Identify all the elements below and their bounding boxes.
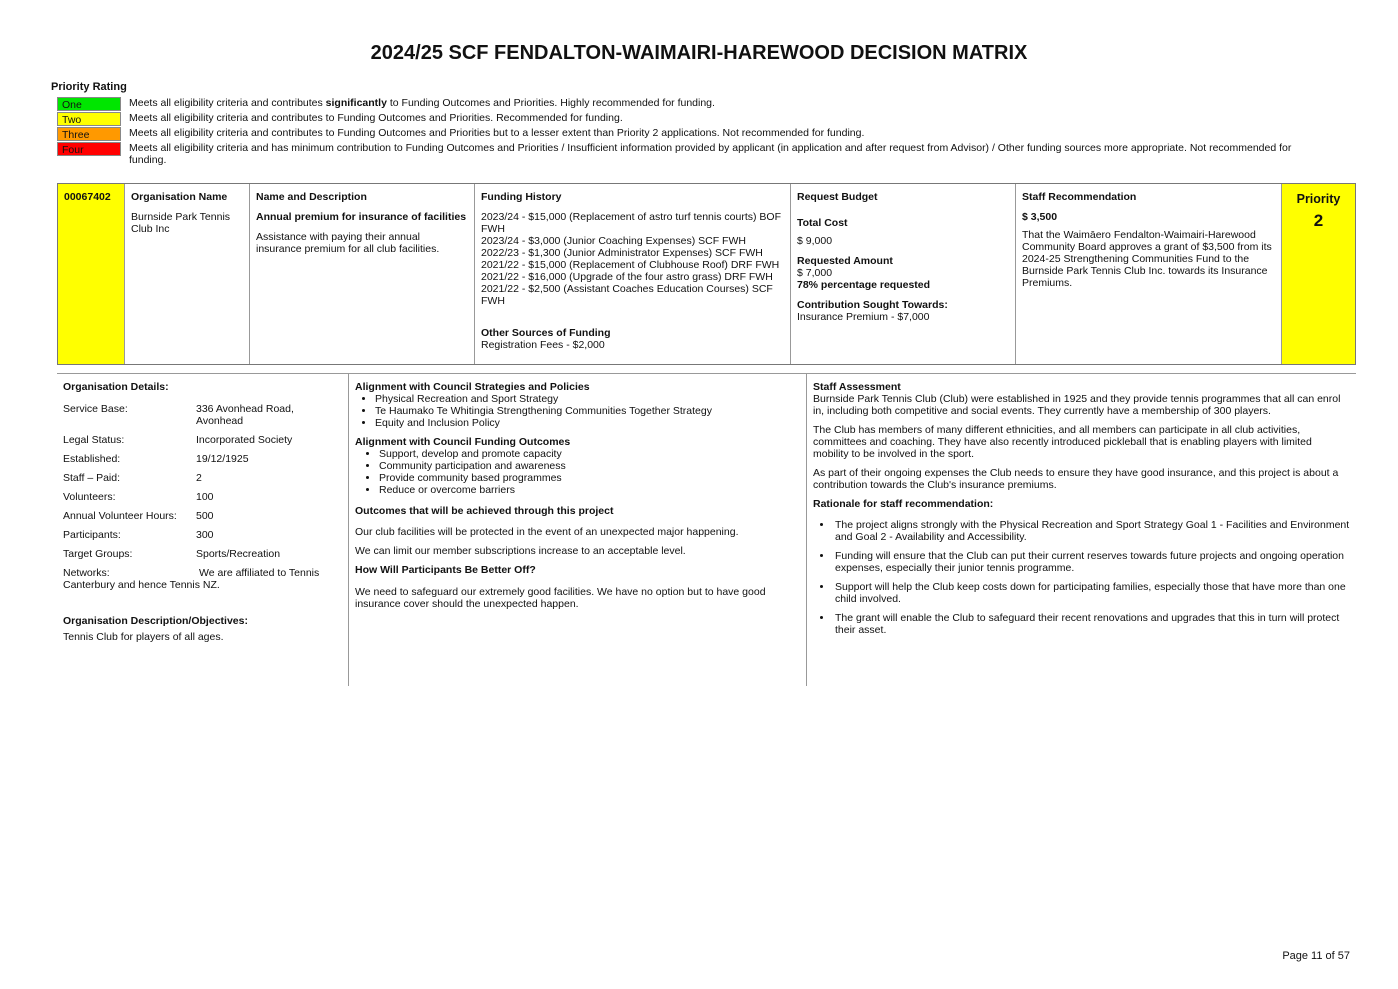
organisation-name-cell: [125, 184, 250, 364]
detail-value: 19/12/1925: [196, 453, 249, 465]
funding-outcome-item: • Community participation and awareness: [379, 460, 800, 472]
funding-history-cell: [475, 184, 791, 364]
funding-outcomes-header: Alignment with Council Funding Outcomes: [355, 436, 571, 448]
percentage-requested: 78% percentage requested: [797, 279, 931, 291]
legend-text-two: Meets all eligibility criteria and contributes to Funding Outcomes and Priorities. Recommended for funding.: [129, 112, 623, 124]
legend-text-bold: significantly: [325, 97, 387, 109]
rationale-item: • The project aligns strongly with the Physical Recreation and Sport Strategy Goal 1 - Facilities and Environment and Goal 2 - Availability and Accessibility.: [833, 519, 1350, 543]
detail-row: [63, 472, 342, 484]
rationale-list: [813, 519, 1350, 636]
detail-label: Legal Status:: [63, 434, 125, 446]
priority-rating-label: Priority Rating: [51, 81, 127, 93]
detail-label: Established:: [63, 453, 121, 465]
staff-recommendation-cell: [1016, 184, 1282, 364]
strategies-header: Alignment with Council Strategies and Policies: [355, 381, 590, 393]
funding-outcome-item: • Reduce or overcome barriers: [379, 484, 800, 496]
networks-label: Networks:: [63, 567, 110, 579]
funding-history-item: 2021/22 - $2,500 (Assistant Coaches Education Courses) SCF FWH: [481, 283, 773, 307]
organisation-name: Burnside Park Tennis Club Inc: [131, 211, 231, 235]
project-description: Assistance with paying their annual insurance premium for all club facilities.: [256, 231, 440, 255]
funding-history-header: Funding History: [481, 191, 562, 203]
detail-value: 100: [196, 491, 214, 503]
funding-outcome-item: • Support, develop and promote capacity: [379, 448, 800, 460]
funding-outcome-item: • Provide community based programmes: [379, 472, 800, 484]
project-title: Annual premium for insurance of facilities: [256, 211, 467, 223]
detail-row: [63, 491, 342, 503]
detail-label: Staff – Paid:: [63, 472, 121, 484]
priority-label: Priority: [1296, 192, 1341, 206]
legend-row-one: [57, 97, 1322, 112]
decision-matrix-row: [57, 183, 1356, 365]
detail-row: [63, 548, 342, 560]
detail-row: [63, 434, 342, 446]
page-title: 2024/25 SCF FENDALTON-WAIMAIRI-HAREWOOD DECISION MATRIX: [370, 42, 1028, 64]
staff-recommended-amount: $ 3,500: [1022, 211, 1058, 223]
assessment-paragraph: The Club has members of many different ethnicities, and all members can participate in all club activities, committees and coaching. They have also recently introduced pickleball that is enabling players with limited mobility to be involved in the sport.: [813, 424, 1312, 460]
priority-cell: [1282, 184, 1355, 364]
detail-label: Service Base:: [63, 403, 128, 415]
detail-row: [63, 453, 342, 465]
alignment-column: [348, 374, 806, 686]
detail-value: 500: [196, 510, 214, 522]
staff-recommendation-text: That the Waimāero Fendalton-Waimairi-Harewood Community Board approves a grant of $3,500 from its 2024-25 Strengthening Communities Fund to the Burnside Park Tennis Club Inc. towards its Insurance Premiums.: [1022, 229, 1272, 289]
legend-swatch-three: Three: [57, 127, 121, 141]
legend-swatch-one: One: [57, 97, 121, 111]
description-cell: [250, 184, 475, 364]
application-details: [57, 373, 1356, 686]
priority-legend: [57, 97, 1322, 166]
outcomes-achieved-header: Outcomes that will be achieved through this project: [355, 505, 614, 517]
networks-value: We are affiliated to Tennis Canterbury and hence Tennis NZ.: [63, 567, 320, 591]
rationale-item: • Support will help the Club keep costs down for participating families, especially those that have more than one child involved.: [833, 581, 1350, 605]
rationale-item: • The grant will enable the Club to safeguard their recent renovations and upgrades that this in turn will protect their asset.: [833, 612, 1350, 636]
legend-row-three: [57, 127, 1322, 142]
application-id-cell: [58, 184, 125, 364]
funding-history-item: 2023/24 - $3,000 (Junior Coaching Expenses) SCF FWH: [481, 235, 746, 247]
legend-swatch-two: Two: [57, 112, 121, 126]
contribution-text: Insurance Premium - $7,000: [797, 311, 930, 323]
funding-history-item: 2021/22 - $16,000 (Upgrade of the four astro grass) DRF FWH: [481, 271, 773, 283]
detail-value: Sports/Recreation: [196, 548, 281, 560]
organisation-description-text: Tennis Club for players of all ages.: [63, 631, 224, 643]
participants-better-off-text: We need to safeguard our extremely good facilities. We have no option but to have good insurance cover should the unexpected happen.: [355, 586, 766, 610]
page-number: Page 11 of 57: [1282, 950, 1350, 962]
application-id: 00067402: [64, 191, 111, 203]
request-budget-header: Request Budget: [797, 191, 878, 203]
contribution-label: Contribution Sought Towards:: [797, 299, 948, 311]
requested-amount-label: Requested Amount: [797, 255, 893, 267]
detail-row: [63, 529, 342, 541]
organisation-details-header: Organisation Details:: [63, 381, 169, 393]
organisation-name-header: Organisation Name: [131, 191, 228, 203]
other-sources-text: Registration Fees - $2,000: [481, 339, 605, 351]
staff-recommendation-header: Staff Recommendation: [1022, 191, 1137, 203]
detail-label: Target Groups:: [63, 548, 133, 560]
funding-history-item: 2023/24 - $15,000 (Replacement of astro turf tennis courts) BOF FWH: [481, 211, 781, 235]
detail-value: 336 Avonhead Road, Avonhead: [196, 403, 294, 427]
rationale-header: Rationale for staff recommendation:: [813, 498, 994, 510]
legend-text-one: [121, 97, 715, 109]
networks-row: [63, 567, 342, 591]
strategy-item: • Equity and Inclusion Policy: [375, 417, 800, 429]
funding-outcomes-list: [355, 448, 800, 496]
legend-swatch-four: Four: [57, 142, 121, 156]
participants-better-off-header: How Will Participants Be Better Off?: [355, 564, 536, 576]
priority-value: 2: [1313, 211, 1324, 230]
legend-text-three: Meets all eligibility criteria and contributes to Funding Outcomes and Priorities but to a lesser extent than Priority 2 applications. Not recommended for funding.: [129, 127, 865, 139]
total-cost-value: $ 9,000: [797, 235, 833, 247]
requested-amount-value: $ 7,000: [797, 267, 833, 279]
assessment-paragraph: Burnside Park Tennis Club (Club) were established in 1925 and they provide tennis programmes that all can enrol in, including both competitive and social events. They currently have a membership of 300 players.: [813, 393, 1341, 417]
rationale-item: • Funding will ensure that the Club can put their current reserves towards future projects and ongoing operation expenses, especially their junior tennis programme.: [833, 550, 1350, 574]
legend-text-four: Meets all eligibility criteria and has minimum contribution to Funding Outcomes and Priorities / Insufficient information provided by applicant (in application and after request from Advisor) / Other funding sources more appropriate. Not recommended for funding.: [129, 142, 1292, 166]
strategies-list: [355, 393, 800, 429]
detail-row: [63, 403, 342, 427]
legend-row-two: [57, 112, 1322, 127]
detail-value: 300: [196, 529, 214, 541]
total-cost-label: Total Cost: [797, 217, 848, 229]
organisation-details-column: [57, 374, 348, 686]
other-sources-header: Other Sources of Funding: [481, 327, 611, 339]
strategy-item: • Te Haumako Te Whitingia Strengthening Communities Together Strategy: [375, 405, 800, 417]
detail-label: Volunteers:: [63, 491, 116, 503]
legend-text-part: to Funding Outcomes and Priorities. Highly recommended for funding.: [386, 97, 715, 109]
legend-text-part: Meets all eligibility criteria and contributes: [129, 97, 326, 109]
outcome-achieved-text: We can limit our member subscriptions increase to an acceptable level.: [355, 545, 686, 557]
assessment-paragraph: As part of their ongoing expenses the Club needs to ensure they have good insurance, and this project is about a contribution towards the Club's insurance premiums.: [813, 467, 1339, 491]
funding-history-item: 2021/22 - $15,000 (Replacement of Clubhouse Roof) DRF FWH: [481, 259, 780, 271]
detail-value: 2: [196, 472, 202, 484]
detail-row: [63, 510, 342, 522]
request-budget-cell: [791, 184, 1016, 364]
detail-label: Participants:: [63, 529, 121, 541]
legend-row-four: [57, 142, 1322, 166]
detail-value: Incorporated Society: [196, 434, 293, 446]
outcome-achieved-text: Our club facilities will be protected in the event of an unexpected major happening.: [355, 526, 739, 538]
staff-assessment-header: Staff Assessment: [813, 381, 901, 393]
funding-history-item: 2022/23 - $1,300 (Junior Administrator Expenses) SCF FWH: [481, 247, 763, 259]
description-header: Name and Description: [256, 191, 367, 203]
staff-assessment-column: [806, 374, 1356, 686]
detail-label: Annual Volunteer Hours:: [63, 510, 177, 522]
strategy-item: • Physical Recreation and Sport Strategy: [375, 393, 800, 405]
organisation-description-header: Organisation Description/Objectives:: [63, 615, 248, 627]
